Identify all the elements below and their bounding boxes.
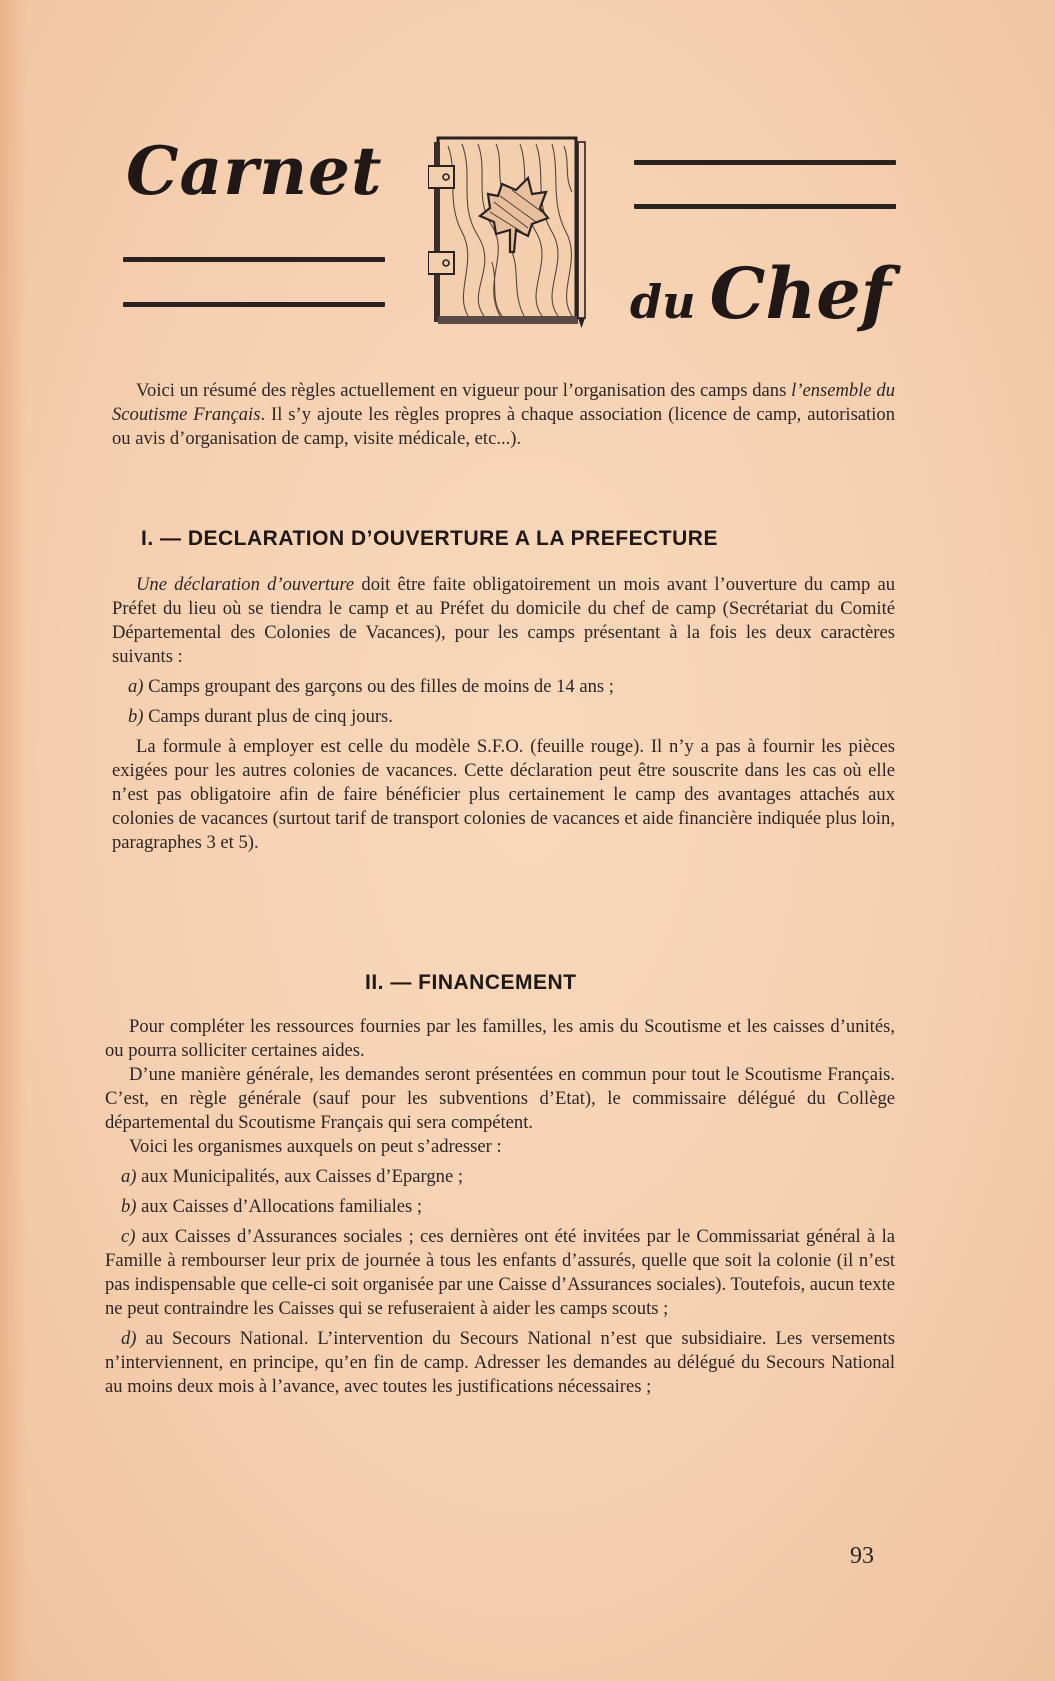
list-marker: c) xyxy=(121,1226,136,1247)
decorative-rule xyxy=(123,302,385,307)
formula-paragraph: La formule à employer est celle du modèle S.F.O. (feuille rouge). Il n’y a pas à fournir les pièces exigées pour les autres colonies de vacances. Cette déclaration peut être souscrite dans les cas où elle n’est pas obligatoire afin de faire bénéficier plus certainement le camp des avantages attachés aux colonies de vacances (surtout tarif de transport colonies de vacances et aide financière indiquée plus loin, paragraphes 3 et 5). xyxy=(112,736,895,853)
list-marker: b) xyxy=(128,706,144,727)
intro-text: Voici un résumé des règles actuellement en vigueur pour l’organisation des camps dans xyxy=(136,380,792,401)
list-item-text: aux Caisses d’Allocations familiales ; xyxy=(136,1196,423,1217)
financement-paragraph: Voici les organismes auxquels on peut s’adresser : xyxy=(129,1136,502,1157)
list-marker: b) xyxy=(121,1196,137,1217)
list-item xyxy=(112,675,895,699)
decorative-rule xyxy=(634,204,896,209)
financement-paragraph: D’une manière générale, les demandes seront présentées en commun pour tout le Scoutisme Français. C’est, en règle générale (sauf pour les subventions d’Etat), le commissaire délégué du Collège départemental du Scoutisme Français qui sera compétent. xyxy=(105,1064,895,1133)
decorative-rule xyxy=(634,160,896,165)
decorative-rule xyxy=(123,257,385,262)
list-marker: d) xyxy=(121,1328,137,1349)
list-item xyxy=(105,1165,895,1189)
list-item xyxy=(105,1195,895,1219)
page-number: 93 xyxy=(850,1543,874,1569)
list-item xyxy=(105,1327,895,1399)
intro-emphasis: l’ensemble du Scoutisme Français xyxy=(112,380,895,425)
title-chef: Chef xyxy=(709,252,891,335)
list-item-text: au Secours National. L’intervention du Secours National n’est que subsidiaire. Les versements n’interviennent, en principe, qu’en fin de camp. Adresser les demandes au délégué du Secours National au moins deux mois à l’avance, avec toutes les justifications nécessaires ; xyxy=(105,1328,895,1397)
list-item-text: Camps durant plus de cinq jours. xyxy=(143,706,393,727)
section-declaration-body xyxy=(112,573,895,855)
section-financement-body xyxy=(105,1015,895,1399)
intro-paragraph xyxy=(112,379,895,451)
declaration-emphasis: Une déclaration d’ouverture xyxy=(136,574,355,595)
list-item xyxy=(105,1225,895,1321)
section-heading-financement: II. — FINANCEMENT xyxy=(365,971,577,994)
list-marker: a) xyxy=(121,1166,137,1187)
financement-paragraph: Pour compléter les ressources fournies par les familles, les amis du Scoutisme et les caisses d’unités, ou pourra solliciter certaines aides. xyxy=(105,1016,895,1061)
section-heading-declaration: I. — DECLARATION D’OUVERTURE A LA PREFECTURE xyxy=(141,527,718,550)
list-marker: a) xyxy=(128,676,144,697)
list-item-text: aux Caisses d’Assurances sociales ; ces dernières ont été invitées par le Commissariat général à la Famille à rembourser leur prix de journée à tous les enfants d’assurés, quelle que soit la colonie (il n’est pas indispensable que celle-ci soit organisée par une Caisse d’Assurances sociales). Toutefois, aucun texte ne peut contraindre les Caisses qui se refuseraient à aider les camps scouts ; xyxy=(105,1226,895,1319)
list-item-text: aux Municipalités, aux Caisses d’Epargne ; xyxy=(136,1166,464,1187)
intro-text-continued: . Il s’y ajoute les règles propres à chaque association (licence de camp, autorisation ou avis d’organisation de camp, visite médicale, etc...). xyxy=(112,404,895,449)
list-item-text: Camps groupant des garçons ou des filles de moins de 14 ans ; xyxy=(143,676,614,697)
list-item xyxy=(112,705,895,729)
title-carnet: Carnet xyxy=(126,132,383,210)
declaration-text: doit être faite obligatoirement un mois avant l’ouverture du camp au Préfet du lieu où se tiendra le camp et au Préfet du domicile du chef de camp (Secrétariat du Comité Départemental des Colonies de Vacances), pour les camps présentant à la fois les deux caractères suivants : xyxy=(112,574,895,667)
title-du: du xyxy=(630,275,696,329)
title-du-chef xyxy=(630,252,891,335)
notebook-with-maple-leaf-icon xyxy=(428,132,594,328)
